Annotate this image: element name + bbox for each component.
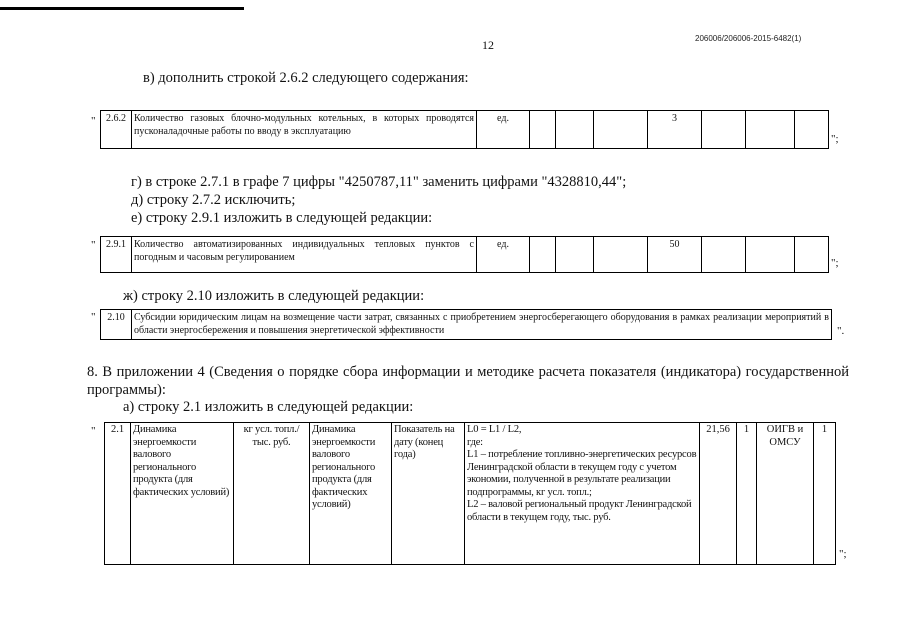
row-description: Субсидии юридическим лицам на возмещение части затрат, связанных с приобретением энергосберегающего оборудования в рамках реализации мероприятий в области энергосбережения и повышения энергетической эффективности [132, 310, 832, 340]
row-2-9-1-table [100, 236, 829, 273]
open-quote: " [91, 425, 96, 437]
empty-cell [530, 111, 556, 149]
empty-cell [746, 237, 795, 273]
row-number: 2.10 [101, 310, 132, 340]
formula-line: где: [467, 436, 483, 448]
instruction-e: е) строку 2.9.1 изложить в следующей редакции: [131, 210, 433, 226]
indicator-unit: кг усл. топл./ тыс. руб. [234, 423, 310, 565]
responsible-party: ОИГВ и ОМСУ [757, 423, 814, 565]
end-mark: ". [837, 325, 845, 337]
paragraph-8: 8. В приложении 4 (Сведения о порядке сбора информации и методике расчета показателя (индикатора) государственной программы): [87, 364, 849, 398]
empty-cell [594, 237, 648, 273]
formula-line: L1 – потребление топливно-энергетических ресурсов Ленинградской области в текущем году с учетом экономии, полученной в результате реализации подпрограммы, кг усл. топл.; [467, 449, 697, 498]
empty-cell [795, 237, 829, 273]
row-unit: ед. [477, 111, 530, 149]
empty-cell [556, 237, 594, 273]
row-description: Количество автоматизированных индивидуальных тепловых пунктов с погодным и часовым регулированием [132, 237, 477, 273]
instruction-d: д) строку 2.7.2 исключить; [131, 192, 296, 208]
top-rule [0, 7, 244, 10]
row-2-6-2-table [100, 110, 829, 149]
row-unit: ед. [477, 237, 530, 273]
page-number: 12 [482, 38, 494, 52]
empty-cell [746, 111, 795, 149]
end-mark: "; [831, 133, 839, 145]
end-mark: "; [839, 548, 847, 560]
instruction-zh: ж) строку 2.10 изложить в следующей редакции: [123, 288, 425, 304]
calculation-method [465, 423, 700, 565]
indicator-definition: Динамика энергоемкости валового регионального продукта (для фактических условий) [310, 423, 392, 565]
column-8-value: 1 [737, 423, 757, 565]
open-quote: " [91, 311, 96, 323]
row-number: 2.6.2 [101, 111, 132, 149]
document-id: 206006/206006-2015-6482(1) [695, 34, 802, 43]
formula-line: L2 – валовой региональный продукт Ленинградской области в текущем году, тыс. руб. [467, 499, 692, 523]
indicator-name: Динамика энергоемкости валового регионального продукта (для фактических условий) [131, 423, 234, 565]
empty-cell [702, 237, 746, 273]
row-value: 3 [648, 111, 702, 149]
row-2-1-table [104, 422, 836, 565]
row-value: 50 [648, 237, 702, 273]
empty-cell [795, 111, 829, 149]
row-number: 2.1 [105, 423, 131, 565]
row-number: 2.9.1 [101, 237, 132, 273]
instruction-a: а) строку 2.1 изложить в следующей редакции: [123, 399, 414, 415]
open-quote: " [91, 115, 96, 127]
empty-cell [556, 111, 594, 149]
open-quote: " [91, 239, 96, 251]
empty-cell [594, 111, 648, 149]
row-2-10-table [100, 309, 832, 340]
indicator-type: Показатель на дату (конец года) [392, 423, 465, 565]
column-10-value: 1 [814, 423, 836, 565]
instruction-g: г) в строке 2.7.1 в графе 7 цифры "4250787,11" заменить цифрами "4328810,44"; [131, 174, 627, 190]
empty-cell [530, 237, 556, 273]
formula-line: L0 = L1 / L2, [467, 424, 522, 435]
instruction-v: в) дополнить строкой 2.6.2 следующего содержания: [143, 70, 469, 86]
empty-cell [702, 111, 746, 149]
end-mark: "; [831, 257, 839, 269]
indicator-value: 21,56 [700, 423, 737, 565]
row-description: Количество газовых блочно-модульных котельных, в которых проводятся пусконаладочные работы по вводу в эксплуатацию [132, 111, 477, 149]
